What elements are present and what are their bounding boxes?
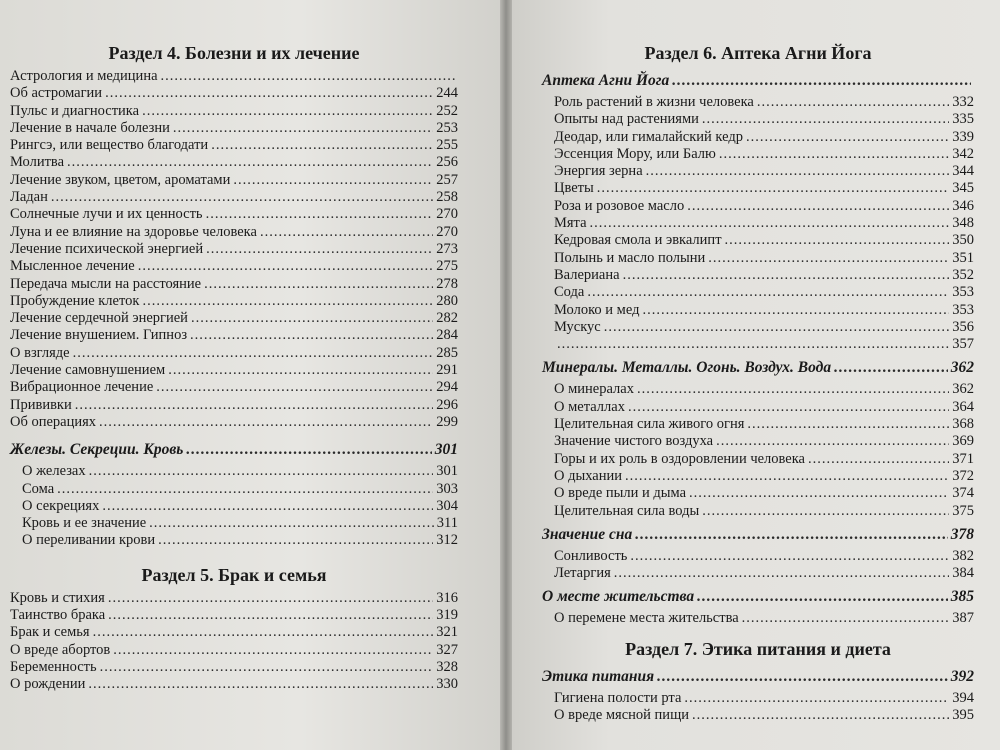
section-heading: Раздел 5. Брак и семья: [141, 564, 327, 585]
toc-entry[interactable]: [542, 250, 974, 267]
toc-entry[interactable]: [542, 707, 974, 724]
leader-dots: [808, 451, 949, 468]
leader-dots: [697, 584, 948, 610]
entry-title: Беременность: [10, 658, 97, 675]
leader-dots: [834, 355, 948, 381]
toc-entry[interactable]: [10, 532, 458, 549]
toc-entry[interactable]: [542, 381, 974, 398]
page-number: 256: [436, 154, 458, 171]
entry-title: Горы и их роль в оздоровлении человека: [554, 450, 805, 467]
page-number: 270: [436, 206, 458, 223]
toc-entry[interactable]: [10, 397, 458, 414]
toc-entry[interactable]: [542, 565, 974, 582]
toc-entry[interactable]: [10, 481, 458, 498]
leader-dots: [642, 302, 949, 319]
page-number: 356: [952, 318, 974, 335]
page-number: 392: [950, 667, 974, 685]
page-number: 312: [436, 532, 458, 549]
page-number: 294: [436, 379, 458, 396]
toc-entry[interactable]: [10, 362, 458, 379]
page-number: 372: [952, 467, 974, 484]
left-toc-column: [10, 0, 458, 694]
page-number: 330: [436, 676, 458, 693]
leader-dots: [173, 120, 433, 137]
page-number: 275: [436, 258, 458, 275]
entry-title: Гигиена полости рта: [554, 689, 682, 706]
page-number: 335: [952, 111, 974, 128]
entry-title: О вреде пыли и дыма: [554, 485, 687, 502]
toc-entry[interactable]: [10, 590, 458, 607]
page-number: 311: [436, 515, 458, 532]
entry-title: Таинство брака: [10, 607, 106, 624]
subsection-title: Значение сна: [542, 525, 633, 543]
toc-entry[interactable]: [10, 137, 458, 154]
toc-entry[interactable]: [10, 172, 458, 189]
leader-dots: [557, 336, 949, 353]
leader-dots: [637, 381, 949, 398]
toc-entry[interactable]: [10, 206, 458, 223]
entry-title: О переливании крови: [22, 532, 156, 549]
subsection-title: Минералы. Металлы. Огонь. Воздух. Вода: [542, 359, 832, 377]
entry-title: Астрология и медицина: [10, 68, 158, 84]
page-number: 362: [950, 359, 974, 377]
subsection-heading[interactable]: [542, 355, 974, 381]
leader-dots: [108, 607, 433, 624]
right-toc-column: [542, 0, 974, 724]
page-number: 352: [952, 266, 974, 283]
leader-dots: [260, 224, 433, 241]
leader-dots: [742, 610, 950, 627]
toc-entry[interactable]: [10, 258, 458, 275]
page-number: 395: [952, 707, 974, 724]
leader-dots: [113, 642, 433, 659]
toc-entry[interactable]: [542, 548, 974, 565]
leader-dots: [88, 676, 433, 693]
page-number: 346: [952, 197, 974, 214]
page-number: 296: [436, 396, 458, 413]
page-number: 339: [952, 128, 974, 145]
entry-title: Молитва: [10, 154, 65, 171]
leader-dots: [142, 103, 433, 120]
page-number: 371: [952, 450, 974, 467]
toc-entry[interactable]: [10, 379, 458, 396]
page-number: 304: [436, 497, 458, 514]
subsection-heading[interactable]: [10, 437, 458, 463]
page-number: 368: [952, 416, 974, 433]
toc-entry[interactable]: [10, 624, 458, 641]
page-number: 244: [436, 85, 458, 102]
leader-dots: [149, 515, 434, 532]
entry-title: Рингсэ, или вещество благодати: [10, 137, 209, 154]
toc-entry[interactable]: [10, 498, 458, 515]
toc-entry[interactable]: [542, 163, 974, 180]
entry-title: О железах: [22, 463, 86, 480]
page-number: 280: [436, 292, 458, 309]
leader-dots: [625, 468, 949, 485]
leader-dots: [702, 111, 949, 128]
toc-entry[interactable]: [542, 94, 974, 111]
toc-entry[interactable]: [542, 146, 974, 163]
toc-entry[interactable]: [10, 345, 458, 362]
entry-title: Об астромагии: [10, 85, 103, 102]
toc-entry[interactable]: [10, 515, 458, 532]
page-number: 253: [436, 119, 458, 136]
entry-title: Солнечные лучи и их ценность: [10, 206, 203, 223]
toc-entry[interactable]: [10, 414, 458, 431]
page-number: 299: [436, 413, 458, 430]
page-number: 258: [436, 189, 458, 206]
page-number: 353: [952, 284, 974, 301]
leader-dots: [597, 180, 950, 197]
entry-title: Молоко и мед: [554, 301, 640, 318]
leader-dots: [719, 146, 949, 163]
toc-entry[interactable]: [542, 302, 974, 319]
entry-title: О взгляде: [10, 344, 70, 361]
toc-entry[interactable]: [542, 198, 974, 215]
leader-dots: [75, 397, 434, 414]
entry-title: Валериана: [554, 266, 620, 283]
entry-title: Полынь и масло полыни: [554, 249, 706, 266]
entry-title: Кедровая смола и эвкалипт: [554, 232, 722, 249]
leader-dots: [93, 624, 434, 641]
leader-dots: [206, 206, 434, 223]
leader-dots: [604, 319, 950, 336]
leader-dots: [630, 548, 949, 565]
toc-entry[interactable]: [10, 241, 458, 258]
toc-entry[interactable]: [10, 224, 458, 241]
page-number: 332: [952, 94, 974, 110]
leader-dots: [747, 416, 949, 433]
entry-title: Кровь и ее значение: [22, 515, 147, 532]
toc-entry[interactable]: [542, 485, 974, 502]
leader-dots: [757, 94, 949, 111]
page-number: 385: [950, 588, 974, 606]
entry-title: Мысленное лечение: [10, 258, 135, 275]
entry-title: Сома: [22, 480, 55, 497]
toc-entry[interactable]: [10, 120, 458, 137]
toc-entry[interactable]: [542, 215, 974, 232]
leader-dots: [657, 664, 948, 690]
page-number: 301: [436, 463, 458, 480]
page-number: 350: [952, 232, 974, 249]
toc-entry[interactable]: [10, 463, 458, 480]
page-number: 387: [952, 610, 974, 627]
toc-entry[interactable]: [10, 85, 458, 102]
toc-entry[interactable]: [10, 327, 458, 344]
entry-title: Роль растений в жизни человека: [554, 94, 754, 110]
leader-dots: [161, 68, 455, 85]
subsection-title: Этика питания: [542, 667, 655, 685]
entry-title: Целительная сила живого огня: [554, 416, 745, 433]
page-number: 384: [952, 565, 974, 582]
entry-title: Брак и семья: [10, 624, 90, 641]
leader-dots: [102, 498, 433, 515]
toc-entry[interactable]: [542, 336, 974, 353]
subsection-heading[interactable]: [542, 522, 974, 548]
page-number: 357: [952, 336, 974, 353]
entry-title: Лечение в начале болезни: [10, 119, 170, 136]
leader-dots: [204, 276, 433, 293]
entry-title: Цветы: [554, 180, 594, 197]
leader-dots: [186, 437, 431, 463]
section-heading: Раздел 4. Болезни и их лечение: [108, 43, 360, 63]
leader-dots: [689, 485, 949, 502]
toc-entry[interactable]: [542, 232, 974, 249]
right-page: [512, 0, 1000, 750]
entry-title: Лечение психической энергией: [10, 240, 204, 257]
leader-dots: [191, 310, 433, 327]
toc-entry[interactable]: [10, 276, 458, 293]
page-number: 374: [952, 485, 974, 502]
page-number: 257: [436, 171, 458, 188]
leader-dots: [233, 172, 433, 189]
page-number: 344: [952, 163, 974, 180]
leader-dots: [716, 433, 949, 450]
toc-entry[interactable]: [542, 451, 974, 468]
entry-title: Сонливость: [554, 547, 628, 564]
leader-dots: [702, 503, 949, 520]
entry-title: Мускус: [554, 318, 601, 335]
leader-dots: [746, 129, 949, 146]
leader-dots: [708, 250, 949, 267]
page-number: 382: [952, 547, 974, 564]
leader-dots: [725, 232, 950, 249]
entry-title: О вреде мясной пищи: [554, 707, 689, 724]
toc-entry[interactable]: [10, 310, 458, 327]
entry-title: Эссенция Мору, или Балю: [554, 145, 716, 162]
leader-dots: [73, 345, 434, 362]
toc-entry[interactable]: [542, 267, 974, 284]
entry-title: Сода: [554, 284, 585, 301]
page-number: 303: [436, 480, 458, 497]
entry-title: Лечение сердечной энергией: [10, 310, 188, 327]
leader-dots: [99, 414, 433, 431]
page-number: 345: [952, 180, 974, 197]
toc-entry[interactable]: [542, 690, 974, 707]
subsection-heading[interactable]: [542, 68, 974, 94]
section-heading: Раздел 7. Этика питания и диета: [625, 638, 891, 659]
toc-entry[interactable]: [10, 659, 458, 676]
leader-dots: [158, 532, 433, 549]
book-gutter: [500, 0, 512, 750]
section-heading: Раздел 6. Аптека Агни Йога: [644, 43, 872, 63]
entry-title: Луна и ее влияние на здоровье человека: [10, 223, 257, 240]
leader-dots: [684, 690, 949, 707]
toc-entry[interactable]: [542, 129, 974, 146]
toc-entry[interactable]: [542, 468, 974, 485]
leader-dots: [67, 154, 433, 171]
page-number: 342: [952, 145, 974, 162]
entry-title: Лечение звуком, цветом, ароматами: [10, 171, 231, 188]
page-number: 353: [952, 301, 974, 318]
page-number: 327: [436, 641, 458, 658]
entry-title: Передача мысли на расстояние: [10, 275, 202, 292]
leader-dots: [156, 379, 433, 396]
entry-title: Вибрационное лечение: [10, 379, 154, 396]
page-number: 378: [950, 525, 974, 543]
toc-entry[interactable]: [542, 319, 974, 336]
page-number: 301: [434, 441, 458, 459]
entry-title: Кровь и стихия: [10, 589, 105, 606]
entry-title: Мята: [554, 215, 587, 232]
leader-dots: [57, 481, 433, 498]
leader-dots: [590, 215, 950, 232]
page-number: 273: [436, 240, 458, 257]
page-number: 278: [436, 275, 458, 292]
page-number: 351: [952, 249, 974, 266]
entry-title: Прививки: [10, 396, 72, 413]
leader-dots: [635, 522, 947, 548]
page-number: 255: [436, 137, 458, 154]
page-number: 364: [952, 398, 974, 415]
toc-entry[interactable]: [542, 180, 974, 197]
entry-title: Опыты над растениями: [554, 111, 699, 128]
entry-title: О металлах: [554, 398, 625, 415]
entry-title: О перемене места жительства: [554, 610, 739, 627]
toc-entry[interactable]: [542, 111, 974, 128]
entry-title: Лечение внушением. Гипноз: [10, 327, 188, 344]
entry-title: Лечение самовнушением: [10, 362, 166, 379]
page-number: 362: [952, 381, 974, 398]
leader-dots: [138, 258, 434, 275]
leader-dots: [190, 327, 433, 344]
entry-title: Энергия зерна: [554, 163, 643, 180]
page-number: 282: [436, 310, 458, 327]
leader-dots: [51, 189, 433, 206]
entry-title: Роза и розовое масло: [554, 197, 685, 214]
page-number: 284: [436, 327, 458, 344]
toc-entry[interactable]: [542, 416, 974, 433]
leader-dots: [206, 241, 433, 258]
toc-entry[interactable]: [10, 154, 458, 171]
leader-dots: [142, 293, 433, 310]
page-number: 291: [436, 362, 458, 379]
page-number: 321: [436, 624, 458, 641]
leader-dots: [687, 198, 949, 215]
page-number: 348: [952, 215, 974, 232]
page-number: 252: [436, 102, 458, 119]
toc-entry[interactable]: [10, 189, 458, 206]
leader-dots: [211, 137, 433, 154]
entry-title: О секрециях: [22, 497, 100, 514]
toc-entry[interactable]: [542, 433, 974, 450]
leader-dots: [587, 284, 949, 301]
page-number: 285: [436, 344, 458, 361]
page-number: 316: [436, 589, 458, 606]
entry-title: О дыхании: [554, 467, 622, 484]
entry-title: О минералах: [554, 381, 634, 398]
toc-entry[interactable]: [542, 399, 974, 416]
entry-title: О вреде абортов: [10, 641, 111, 658]
page-number: 369: [952, 433, 974, 450]
toc-entry[interactable]: [10, 642, 458, 659]
entry-title: Целительная сила воды: [554, 502, 700, 519]
subsection-title: Аптека Агни Йога: [542, 72, 670, 89]
toc-entry[interactable]: [10, 293, 458, 310]
leader-dots: [692, 707, 949, 724]
entry-title: Ладан: [10, 189, 48, 206]
page-number: 319: [436, 607, 458, 624]
entry-title: Деодар, или гималайский кедр: [554, 128, 743, 145]
entry-title: Пробуждение клеток: [10, 292, 140, 309]
toc-entry[interactable]: [10, 103, 458, 120]
page-number: 394: [952, 689, 974, 706]
leader-dots: [105, 85, 433, 102]
leader-dots: [646, 163, 950, 180]
subsection-title: О месте жительства: [542, 588, 695, 606]
page-number: 270: [436, 223, 458, 240]
leader-dots: [623, 267, 950, 284]
toc-entry[interactable]: [10, 68, 458, 85]
subsection-title: Железы. Секреции. Кровь: [10, 441, 184, 459]
subsection-heading[interactable]: [542, 664, 974, 690]
toc-entry[interactable]: [542, 610, 974, 627]
leader-dots: [614, 565, 950, 582]
leader-dots: [89, 463, 434, 480]
toc-entry[interactable]: [542, 503, 974, 520]
leader-dots: [108, 590, 433, 607]
page-number: 328: [436, 658, 458, 675]
toc-entry[interactable]: [10, 676, 458, 693]
leader-dots: [628, 399, 949, 416]
entry-title: О рождении: [10, 676, 86, 693]
entry-title: Летаргия: [554, 565, 611, 582]
toc-entry[interactable]: [542, 284, 974, 301]
entry-title: Об операциях: [10, 413, 97, 430]
subsection-heading[interactable]: [542, 584, 974, 610]
leader-dots: [100, 659, 434, 676]
entry-title: Пульс и диагностика: [10, 102, 140, 119]
toc-entry[interactable]: [10, 607, 458, 624]
page-number: 375: [952, 502, 974, 519]
entry-title: Значение чистого воздуха: [554, 433, 714, 450]
leader-dots: [672, 68, 971, 94]
leader-dots: [168, 362, 433, 379]
